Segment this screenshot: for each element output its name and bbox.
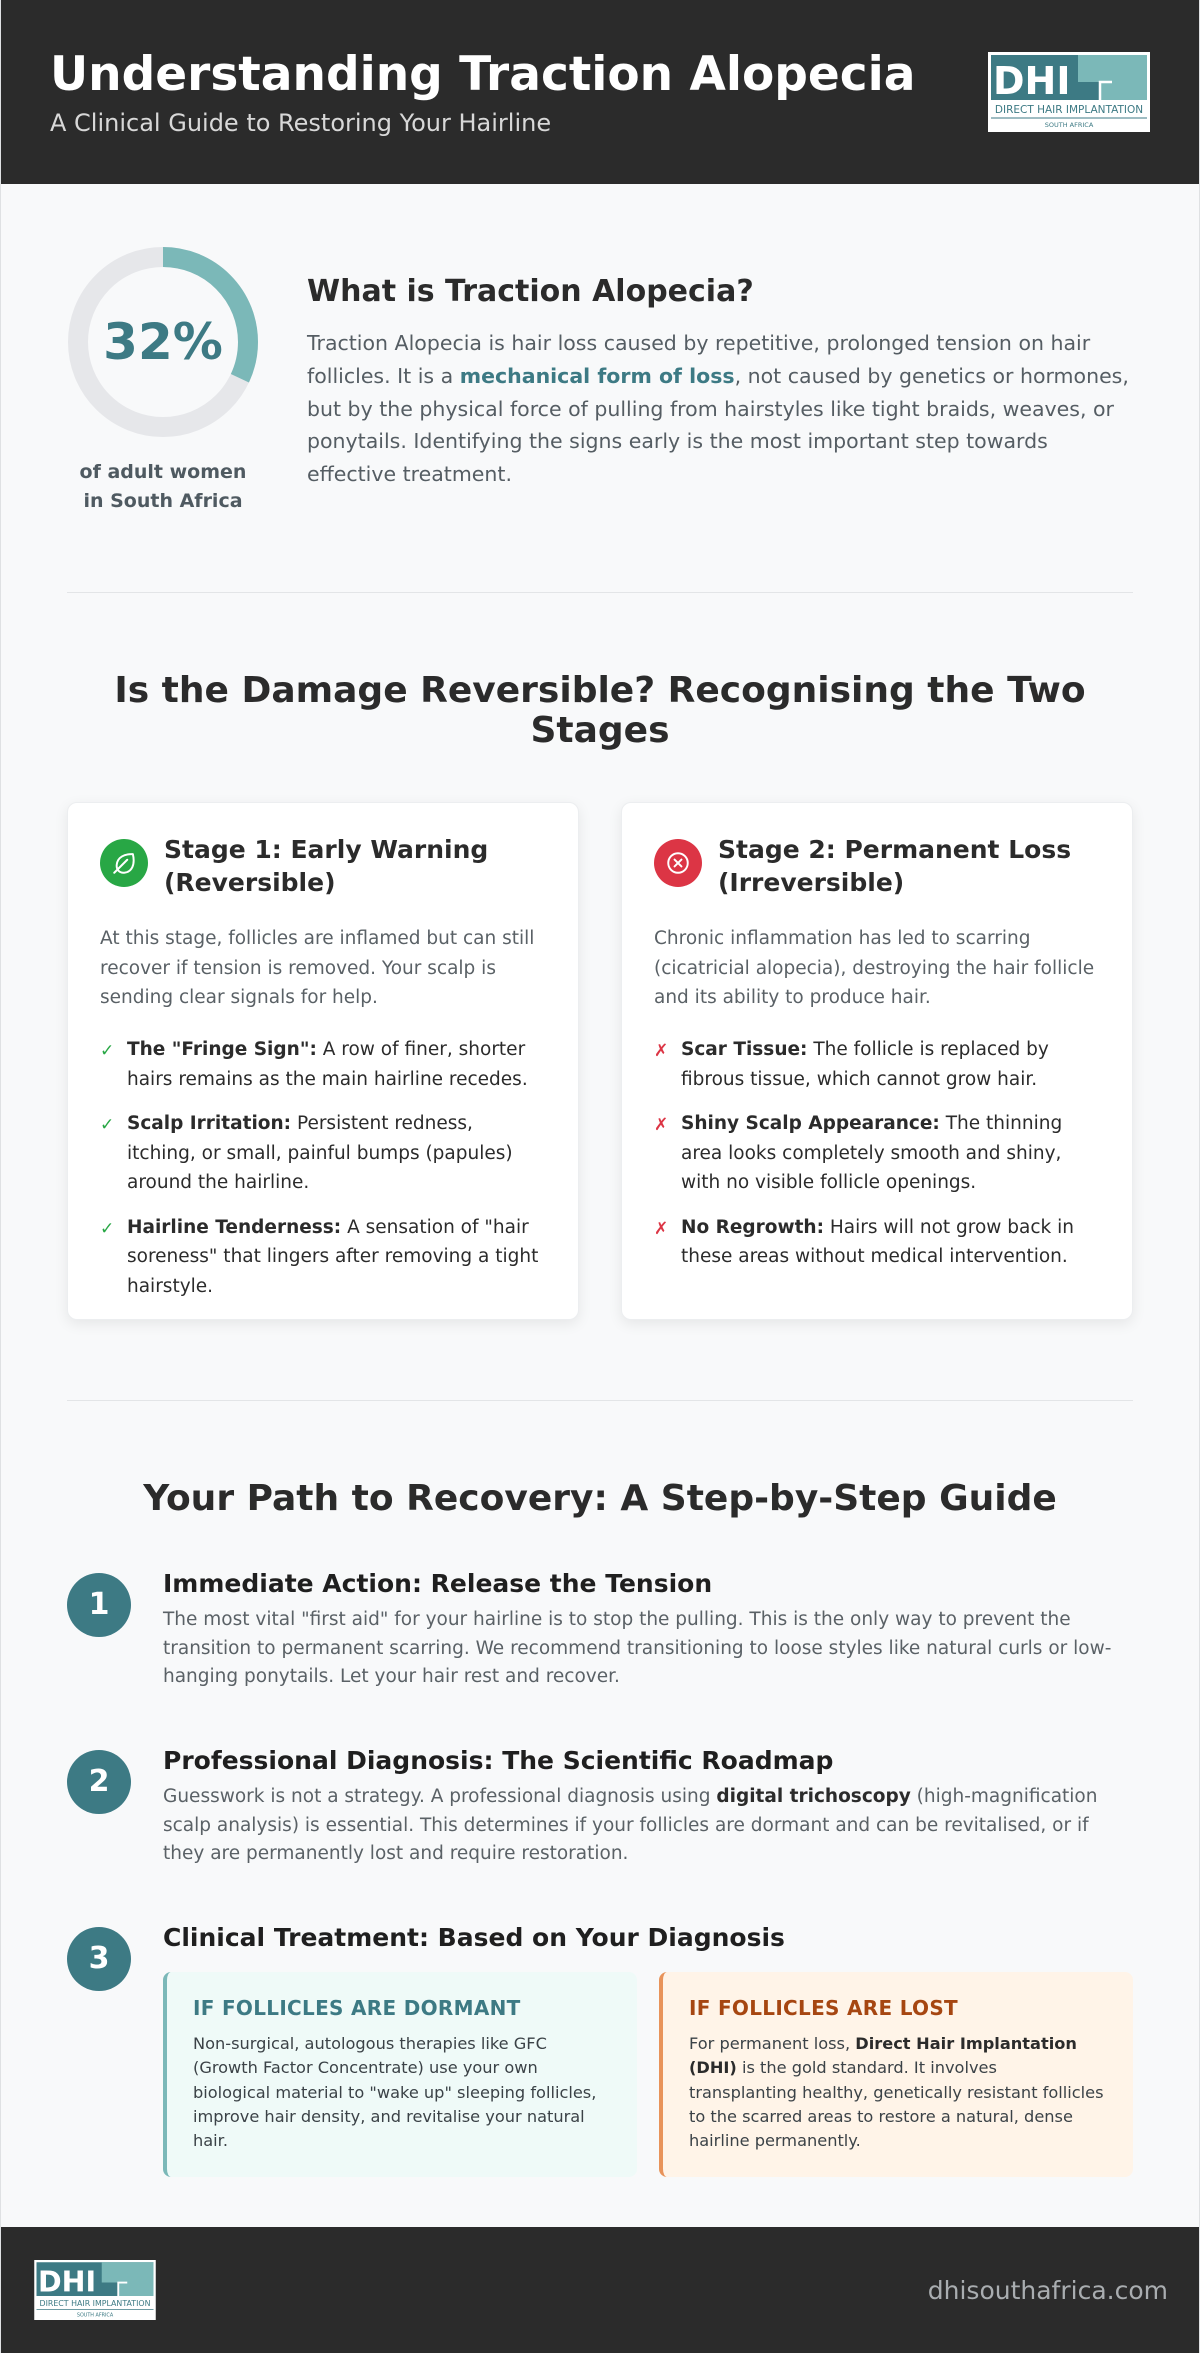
footer-dhi-logo xyxy=(34,2260,156,2320)
treatment-title: IF FOLLICLES ARE LOST xyxy=(689,1995,958,2020)
header-text xyxy=(50,47,915,137)
stages-cards xyxy=(67,802,1133,1320)
step-3 xyxy=(67,1923,1133,2177)
step-highlight: digital trichoscopy xyxy=(716,1785,911,1807)
website-link[interactable]: dhisouthafrica.com xyxy=(927,2275,1168,2305)
list-item xyxy=(654,1213,1100,1272)
stage-description: At this stage, follicles are inflamed but can still recover if tension is removed. Your scalp is sending clear signals for help. xyxy=(100,928,535,1009)
cross-icon: ✗ xyxy=(654,1040,669,1061)
stat-value: 32% xyxy=(103,313,223,371)
cross-icon: ✗ xyxy=(654,1115,669,1136)
treatment-text: Non-surgical, autologous therapies like GFC (Growth Factor Concentrate) use your own biological material to "wake up" sleeping follicles, improve hair density, and revitalise your natural hair. xyxy=(193,2033,597,2151)
x-circle-icon xyxy=(654,839,702,887)
treatment-lost-card xyxy=(659,1972,1133,2177)
list-item xyxy=(100,1109,546,1198)
step-text xyxy=(163,1783,1133,1869)
treatment-dormant-card xyxy=(163,1972,637,2177)
treatment-text-before: For permanent loss, xyxy=(689,2033,856,2053)
step-number-badge: 3 xyxy=(67,1927,131,1991)
stages-title: Is the Damage Reversible? Recognising the Two Stages xyxy=(114,670,1086,752)
footer-logo-lettering: DHI xyxy=(38,2265,97,2299)
step-text: The most vital "first aid" for your hairline is to stop the pulling. This is the only way to prevent the transition to permanent scarring. We recommend transitioning to loose styles like natural curls or low-hanging ponytails. Let your hair rest and recover. xyxy=(163,1608,1112,1688)
stage-description: Chronic inflammation has led to scarring (cicatricial alopecia), destroying the hair follicle and its ability to produce hair. xyxy=(654,928,1095,1009)
recovery-section xyxy=(67,1401,1133,2177)
page-subtitle: A Clinical Guide to Restoring Your Hairline xyxy=(50,108,552,137)
main-content xyxy=(1,184,1199,2177)
item-label: Shiny Scalp Appearance: xyxy=(681,1113,940,1135)
intro-text-before: Traction Alopecia is hair loss caused by repetitive, prolonged tension on hair follicles. It is a xyxy=(307,331,1091,388)
intro-section xyxy=(67,184,1133,592)
item-text: The follicle is replaced by fibrous tissue, which cannot grow hair. xyxy=(681,1038,1049,1090)
check-icon: ✓ xyxy=(100,1115,115,1136)
stage-title: Stage 2: Permanent Loss (Irreversible) xyxy=(718,834,1072,898)
footer-logo-region: SOUTH AFRICA xyxy=(76,2312,114,2319)
check-icon: ✓ xyxy=(100,1040,115,1061)
step-text-after: (high-magnification scalp analysis) is essential. This determines if your follicles are dormant and can be revitalised, or if they are permanently lost and require restoration. xyxy=(163,1785,1098,1865)
step-body xyxy=(163,1746,1133,1869)
footer-logo-tagline: DIRECT HAIR IMPLANTATION xyxy=(39,2298,151,2308)
stat-caption-line1: of adult women xyxy=(79,461,247,483)
stage-card-header xyxy=(100,833,546,901)
stage-title: Stage 1: Early Warning (Reversible) xyxy=(164,834,489,898)
logo-lettering: DHI xyxy=(993,59,1071,103)
item-label: The "Fringe Sign": xyxy=(127,1038,317,1060)
stage-card-early xyxy=(67,802,579,1320)
intro-text xyxy=(307,246,1133,491)
treatment-title: IF FOLLICLES ARE DORMANT xyxy=(193,1995,521,2020)
stage-card-permanent xyxy=(621,802,1133,1320)
dhi-logo xyxy=(988,52,1150,132)
step-body xyxy=(163,1923,1133,2177)
item-label: No Regrowth: xyxy=(681,1216,825,1238)
stat-caption-line2: in South Africa xyxy=(83,489,243,512)
stat-donut xyxy=(67,246,259,438)
stage-signs-list xyxy=(654,1035,1100,1272)
list-item xyxy=(654,1109,1100,1198)
list-item xyxy=(100,1035,546,1094)
intro-text-after: , not caused by genetics or hormones, but by the physical force of pulling from hairstyles like tight braids, weaves, or ponytails. Identifying the signs early is the most important step towards effective treatment. xyxy=(307,363,1129,487)
intro-heading: What is Traction Alopecia? xyxy=(307,274,754,309)
logo-tagline: DIRECT HAIR IMPLANTATION xyxy=(994,104,1144,116)
step-2 xyxy=(67,1746,1133,1869)
item-text: A row of finer, shorter hairs remains as the main hairline recedes. xyxy=(127,1038,528,1090)
stage-card-header xyxy=(654,833,1100,901)
step-body xyxy=(163,1569,1133,1692)
list-item xyxy=(100,1213,546,1302)
stat-caption xyxy=(67,458,259,515)
step-title: Clinical Treatment: Based on Your Diagnosis xyxy=(163,1922,785,1952)
intro-paragraph xyxy=(307,327,1133,491)
recovery-title: Your Path to Recovery: A Step-by-Step Guide xyxy=(143,1477,1057,1519)
item-label: Scalp Irritation: xyxy=(127,1113,292,1135)
stage-signs-list xyxy=(100,1035,546,1302)
item-text: Persistent redness, itching, or small, painful bumps (papules) around the hairline. xyxy=(127,1113,513,1194)
stages-section xyxy=(67,593,1133,1320)
treatment-highlight: Direct Hair Implantation (DHI) xyxy=(689,2033,1077,2078)
step-1 xyxy=(67,1569,1133,1692)
item-label: Scar Tissue: xyxy=(681,1038,808,1060)
list-item xyxy=(654,1035,1100,1094)
cross-icon: ✗ xyxy=(654,1218,669,1239)
intro-highlight: mechanical form of loss xyxy=(459,363,735,388)
treatment-text-after: is the gold standard. It involves transplanting healthy, genetically resistant follicles to the scarred areas to restore a natural, dense hairline permanently. xyxy=(689,2058,1104,2151)
header xyxy=(1,0,1199,184)
stat-block xyxy=(67,246,259,515)
treatment-text xyxy=(689,2032,1107,2153)
item-label: Hairline Tenderness: xyxy=(127,1216,342,1238)
page-title: Understanding Traction Alopecia xyxy=(50,47,916,103)
item-text: A sensation of "hair soreness" that lingers after removing a tight hairstyle. xyxy=(127,1216,539,1298)
recovery-steps xyxy=(67,1569,1133,2177)
item-text: The thinning area looks completely smooth and shiny, with no visible follicle openings. xyxy=(681,1113,1063,1194)
item-text: Hairs will not grow back in these areas without medical intervention. xyxy=(681,1216,1075,1268)
logo-region: SOUTH AFRICA xyxy=(1044,121,1094,129)
step-title: Professional Diagnosis: The Scientific Roadmap xyxy=(163,1745,834,1775)
footer xyxy=(1,2227,1200,2353)
step-text-before: Guesswork is not a strategy. A professional diagnosis using xyxy=(163,1785,717,1807)
step-title: Immediate Action: Release the Tension xyxy=(163,1568,713,1598)
treatment-options xyxy=(163,1972,1133,2177)
check-icon: ✓ xyxy=(100,1218,115,1239)
step-number-badge: 1 xyxy=(67,1573,131,1637)
step-number-badge: 2 xyxy=(67,1750,131,1814)
leaf-icon xyxy=(100,839,148,887)
